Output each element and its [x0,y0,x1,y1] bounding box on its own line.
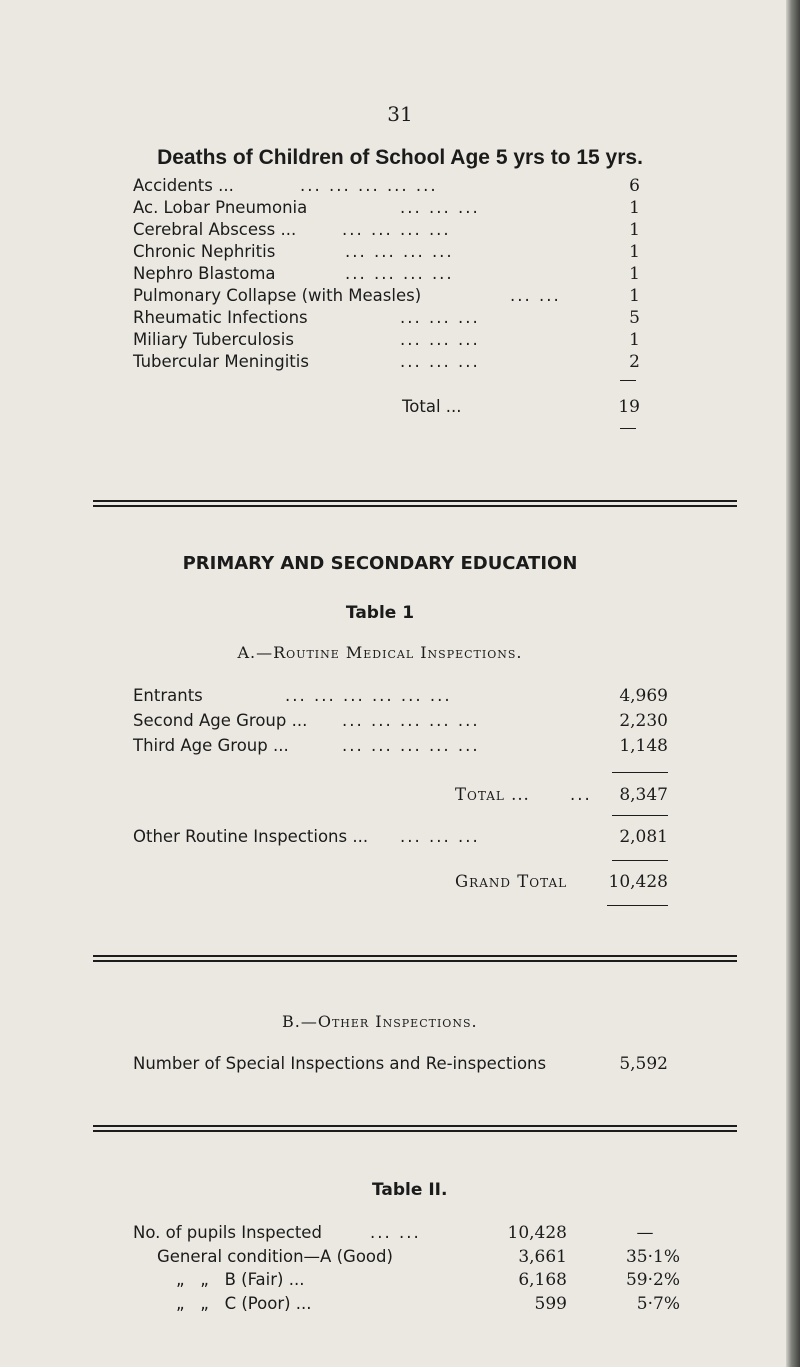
page-number: 31 [387,102,413,126]
cause-count: 6 [629,176,640,196]
total-label: Total ... [455,785,530,804]
leader-dots: ... ... ... [400,308,480,327]
list-item [0,198,800,218]
leader-dots: ... ... ... ... [345,242,454,261]
table-row [0,711,800,731]
cause-label: Tubercular Meningitis [133,352,309,371]
list-item [0,330,800,350]
table-row [0,686,800,706]
sum-rule [612,815,668,816]
leader-dots: ... ... [370,1223,421,1242]
leader-dots: ... [570,785,592,804]
list-item [0,176,800,196]
row-percent: 59·2% [625,1270,680,1290]
table-row [0,1223,800,1243]
grand-total-value: 10,428 [608,872,668,892]
row-count: 10,428 [507,1223,567,1243]
leader-dots: ... ... ... ... [342,220,451,239]
divider [93,500,737,502]
leader-dots: ... ... ... [400,330,480,349]
divider [93,955,737,957]
section-title: PRIMARY AND SECONDARY EDUCATION [182,553,578,574]
leader-dots: ... ... ... ... ... [342,736,480,755]
row-value: 5,592 [619,1054,668,1074]
row-label: Entrants [133,686,203,705]
cause-count: 1 [629,286,640,306]
cause-count: 1 [629,330,640,350]
row-value: 4,969 [619,686,668,706]
cause-count: 1 [629,220,640,240]
divider [93,1125,737,1127]
list-item [0,308,800,328]
row-label: „ „ C (Poor) ... [176,1294,312,1313]
cause-count: 2 [629,352,640,372]
leader-dots: ... ... ... [400,352,480,371]
total-row [0,397,800,417]
total-value: 8,347 [619,785,668,805]
leader-dots: ... ... ... ... ... [300,176,438,195]
list-item [0,220,800,240]
cause-count: 5 [629,308,640,328]
cause-count: 1 [629,264,640,284]
table1-title: Table 1 [345,603,415,623]
divider [93,505,737,507]
row-count: 3,661 [518,1247,567,1267]
table-row [0,736,800,756]
table-row [0,1294,800,1314]
cause-label: Ac. Lobar Pneumonia [133,198,308,217]
sum-rule [612,860,668,861]
total-value: 19 [618,397,640,417]
leader-dots: ... ... ... ... [345,264,454,283]
cause-label: Cerebral Abscess ... [133,220,297,239]
row-value: 1,148 [619,736,668,756]
deaths-title: Deaths of Children of School Age 5 yrs to 15 yrs. [157,146,643,169]
row-label: Number of Special Inspections and Re-inspections [133,1054,547,1073]
row-label: Second Age Group ... [133,711,308,730]
cause-count: 1 [629,198,640,218]
row-label: General condition—A (Good) [157,1247,393,1266]
divider [93,960,737,962]
list-item [0,352,800,372]
row-count: 6,168 [518,1270,567,1290]
cause-label: Pulmonary Collapse (with Measles) [133,286,422,305]
divider [93,1130,737,1132]
row-value: 2,081 [619,827,668,847]
sum-rule [620,428,636,429]
table1-subtitle-a: A.—Routine Medical Inspections. [237,643,523,662]
row-value: 2,230 [619,711,668,731]
row-percent: — [636,1223,654,1243]
leader-dots: ... ... ... ... ... [342,711,480,730]
total-label: Total ... [402,397,462,416]
cause-label: Nephro Blastoma [133,264,276,283]
leader-dots: ... ... ... ... ... ... [285,686,452,705]
table2-title: Table II. [372,1180,448,1200]
table-row [0,1247,800,1267]
cause-label: Accidents ... [133,176,234,195]
leader-dots: ... ... [510,286,561,305]
sum-rule [620,380,636,381]
table1-subtitle-b: B.—Other Inspections. [282,1012,478,1031]
table-row [0,827,800,847]
leader-dots: ... ... ... [400,198,480,217]
sum-rule [612,772,668,773]
row-label: Other Routine Inspections ... [133,827,369,846]
list-item [0,242,800,262]
special-inspections-row [0,1054,800,1074]
row-label: No. of pupils Inspected [133,1223,322,1242]
row-label: Third Age Group ... [133,736,289,755]
total-row [0,785,800,805]
leader-dots: ... ... ... [400,827,480,846]
row-count: 599 [534,1294,567,1314]
list-item [0,286,800,306]
cause-label: Chronic Nephritis [133,242,276,261]
list-item [0,264,800,284]
row-percent: 35·1% [625,1247,680,1267]
grand-total-row [0,872,800,892]
grand-total-label: Grand Total [455,872,568,891]
sum-rule [607,905,668,906]
table-row [0,1270,800,1290]
cause-label: Rheumatic Infections [133,308,308,327]
row-label: „ „ B (Fair) ... [176,1270,305,1289]
cause-label: Miliary Tuberculosis [133,330,294,349]
row-percent: 5·7% [636,1294,680,1314]
cause-count: 1 [629,242,640,262]
